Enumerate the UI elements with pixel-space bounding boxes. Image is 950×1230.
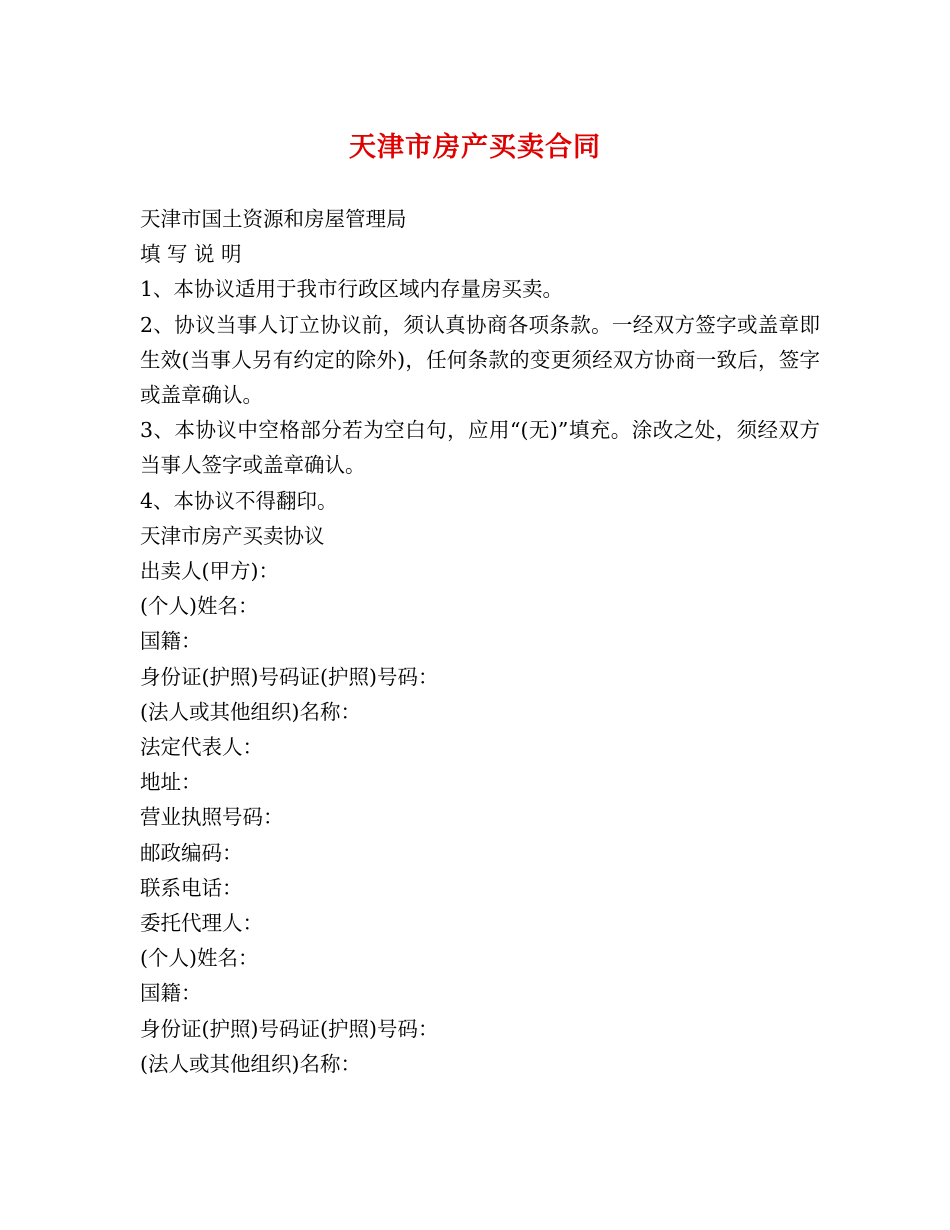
seller-address-field: 地址： bbox=[140, 770, 202, 795]
agent-nationality-field: 国籍： bbox=[140, 981, 202, 1006]
instruction-item-1: 1、本协议适用于我市行政区域内存量房买卖。 bbox=[140, 277, 564, 302]
instruction-item-2: 2、协议当事人订立协议前，须认真协商各项条款。一经双方签字或盖章即生效(当事人另有约定的除外)，任何条款的变更须经双方协商一致后，签字或盖章确认。 bbox=[140, 312, 820, 408]
seller-individual-name-field: (个人)姓名： bbox=[140, 594, 259, 619]
seller-heading: 出卖人(甲方)： bbox=[140, 559, 279, 584]
agent-organization-name-field: (法人或其他组织)名称： bbox=[140, 1051, 361, 1076]
seller-legal-representative-field: 法定代表人： bbox=[140, 735, 263, 760]
agent-individual-name-field: (个人)姓名： bbox=[140, 946, 259, 971]
document-title: 天津市房产买卖合同 bbox=[349, 132, 601, 163]
agent-heading: 委托代理人： bbox=[140, 911, 263, 936]
seller-business-license-field: 营业执照号码： bbox=[140, 805, 284, 830]
agreement-heading: 天津市房产买卖协议 bbox=[140, 523, 325, 548]
seller-id-number-field: 身份证(护照)号码证(护照)号码： bbox=[140, 664, 439, 689]
document-body bbox=[140, 202, 820, 1082]
seller-organization-name-field: (法人或其他组织)名称： bbox=[140, 699, 361, 724]
seller-phone-field: 联系电话： bbox=[140, 875, 243, 900]
seller-nationality-field: 国籍： bbox=[140, 629, 202, 654]
instruction-item-4: 4、本协议不得翻印。 bbox=[140, 488, 338, 513]
instruction-item-3: 3、本协议中空格部分若为空白句，应用“(无)”填充。涂改之处，须经双方当事人签字或盖章确认。 bbox=[140, 418, 820, 478]
agent-id-number-field: 身份证(护照)号码证(护照)号码： bbox=[140, 1016, 439, 1041]
seller-postal-code-field: 邮政编码： bbox=[140, 840, 243, 865]
instructions-heading: 填 写 说 明 bbox=[140, 242, 242, 267]
issuer-line: 天津市国土资源和房屋管理局 bbox=[140, 207, 407, 231]
